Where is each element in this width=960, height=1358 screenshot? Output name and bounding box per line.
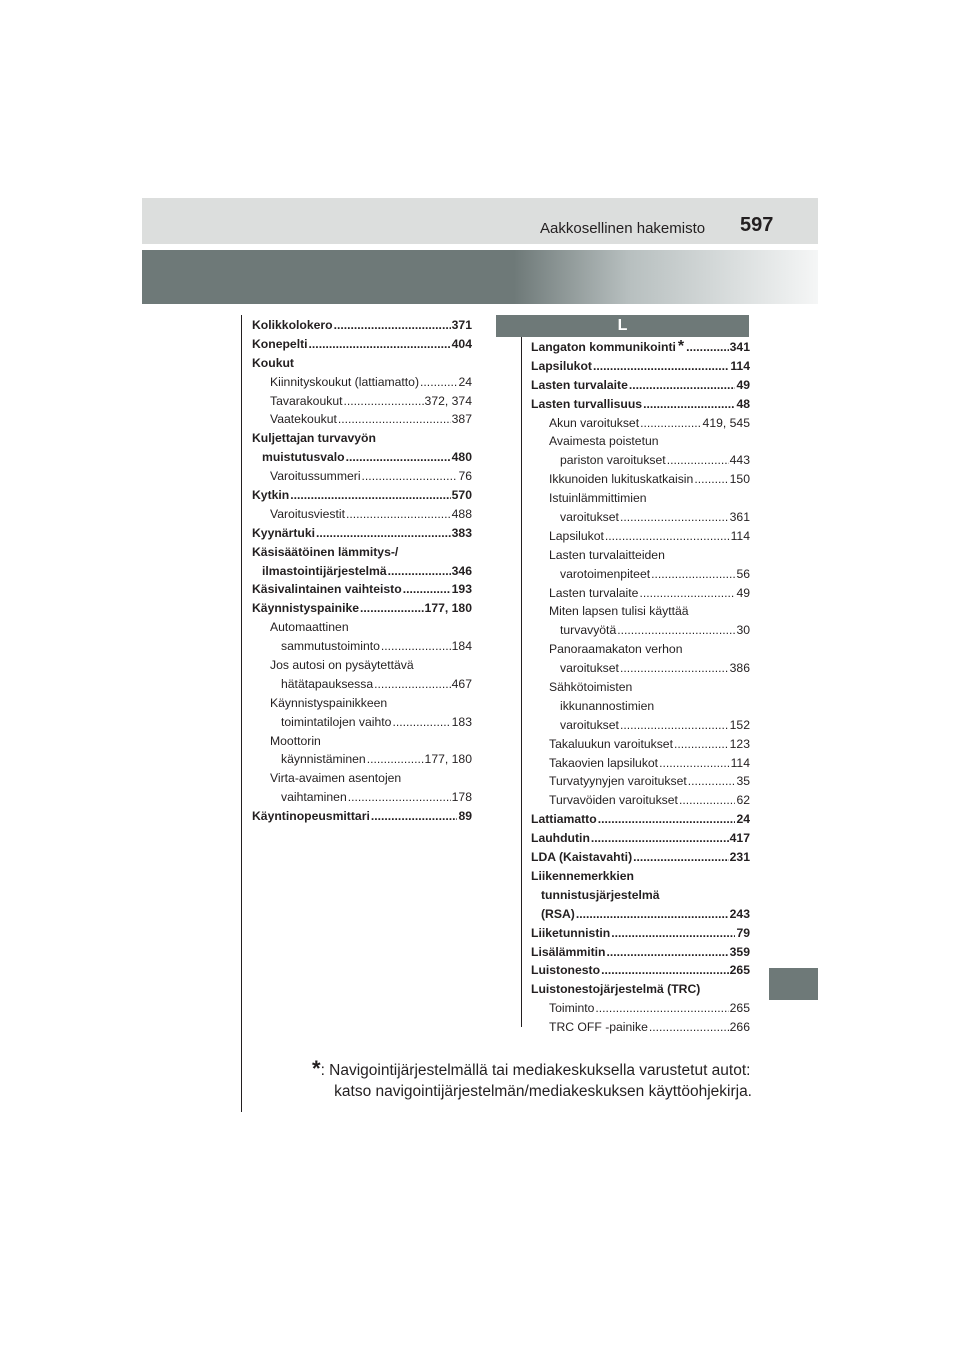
- index-entry-term: Luistonestojärjestelmä (TRC): [531, 982, 701, 997]
- index-entry-page: 467: [451, 676, 472, 691]
- index-entry: [531, 546, 750, 565]
- index-entry: [252, 732, 472, 751]
- index-entry: [531, 376, 750, 395]
- index-entry-page: 570: [451, 488, 472, 503]
- index-entry-page: 265: [729, 1001, 750, 1016]
- index-entry: [531, 357, 750, 376]
- index-entry-page: 404: [451, 336, 472, 351]
- dot-leader: [639, 584, 735, 603]
- footnote-star: *: [312, 1056, 321, 1081]
- dot-leader: [290, 486, 450, 505]
- header-bar: [142, 198, 818, 244]
- dot-leader: [346, 448, 451, 467]
- index-entry-term: TRC OFF -painike: [549, 1020, 648, 1035]
- dot-leader: [640, 414, 701, 433]
- index-entry-term: toimintatilojen vaihto: [281, 714, 392, 729]
- index-entry-term: Langaton kommunikointi: [531, 340, 676, 354]
- index-entry: [531, 716, 750, 735]
- index-entry: [252, 562, 472, 581]
- index-entry: [531, 735, 750, 754]
- index-entry-term: Luistonesto: [531, 963, 601, 978]
- index-entry: [531, 943, 750, 962]
- index-entry: [252, 675, 472, 694]
- section-letter-header: L: [496, 315, 749, 337]
- index-entry-page: 266: [729, 1020, 750, 1035]
- index-entry-page: 184: [451, 639, 472, 654]
- index-entry-page: 35: [736, 774, 750, 789]
- header-title: Aakkosellinen hakemisto: [540, 220, 706, 237]
- index-entry-term: varoitukset: [560, 661, 619, 676]
- index-entry: [531, 886, 750, 905]
- index-entry-term: Istuinlämmittimien: [549, 491, 647, 506]
- index-entry-term: Käsivalintainen vaihteisto: [252, 582, 402, 597]
- index-entry-term: hätätapauksessa: [281, 676, 374, 691]
- dot-leader: [362, 467, 458, 486]
- dot-leader: [420, 373, 457, 392]
- dot-leader: [659, 754, 729, 773]
- index-entry-term: Moottorin: [270, 733, 321, 748]
- index-entry-page: 361: [729, 510, 750, 525]
- index-entry: [531, 772, 750, 791]
- index-entry: [531, 905, 750, 924]
- index-entry-page: 150: [729, 472, 750, 487]
- index-entry: [531, 470, 750, 489]
- index-entry-page: 359: [729, 944, 750, 959]
- index-entry-term: Varoitusviestit: [270, 506, 345, 521]
- index-entry: [531, 867, 750, 886]
- index-entry-page: 417: [729, 831, 750, 846]
- dot-leader: [392, 713, 450, 732]
- dot-leader: [688, 772, 736, 791]
- index-entry-term: turvavyötä: [560, 623, 617, 638]
- dot-leader: [620, 659, 729, 678]
- index-entry: [252, 467, 472, 486]
- dot-leader: [309, 335, 451, 354]
- index-entry-page: 183: [451, 714, 472, 729]
- index-entry-page: 114: [730, 528, 750, 543]
- left-divider: [241, 315, 242, 1112]
- index-entry-page: 386: [729, 661, 750, 676]
- index-entry-page: 265: [729, 963, 750, 978]
- dot-leader: [334, 316, 451, 335]
- index-entry-term: Lapsilukot: [531, 358, 592, 373]
- index-entry: [531, 414, 750, 433]
- index-entry: [531, 678, 750, 697]
- index-entry: [531, 602, 750, 621]
- index-entry: [252, 335, 472, 354]
- index-entry-term: Sähkötoimisten: [549, 680, 633, 695]
- index-entry-term: Varoitussummeri: [270, 469, 361, 484]
- index-entry-term: Lasten turvalaite: [549, 585, 639, 600]
- index-entry-term: Takaovien lapsilukot: [549, 755, 659, 770]
- index-entry-page: 49: [736, 377, 750, 392]
- index-entry-term: Kolikkolokero: [252, 318, 333, 332]
- index-entry: [252, 486, 472, 505]
- dot-leader: [643, 395, 735, 414]
- index-entry: [252, 429, 472, 448]
- index-entry-term: Lasten turvalaite: [531, 377, 628, 392]
- index-entry: [252, 392, 472, 411]
- index-entry: [531, 961, 750, 980]
- index-entry: [252, 788, 472, 807]
- dot-leader: [576, 905, 729, 924]
- index-entry: [531, 621, 750, 640]
- thumb-index-tab: [769, 968, 818, 1000]
- index-entry-page: 419, 545: [702, 415, 750, 430]
- index-entry: [531, 659, 750, 678]
- index-entry-term: ikkunannostimien: [560, 698, 655, 713]
- gradient-band: [142, 250, 818, 304]
- index-entry-term: Ikkunoiden lukituskatkaisin: [549, 472, 694, 487]
- index-entry-page: 114: [730, 358, 750, 373]
- dot-leader: [371, 807, 458, 826]
- index-column-left: [252, 316, 472, 826]
- footnote-line-1: : Navigointijärjestelmällä tai mediakeskuksella varustetut autot:: [320, 1062, 751, 1079]
- index-entry: [531, 489, 750, 508]
- dot-leader: [388, 562, 451, 581]
- index-entry-page: 152: [729, 717, 750, 732]
- dot-leader: [403, 580, 451, 599]
- index-entry-page: 79: [736, 925, 750, 940]
- dot-leader: [620, 716, 729, 735]
- dot-leader: [591, 829, 729, 848]
- index-entry-page: 123: [729, 736, 750, 751]
- index-column-right: [531, 338, 750, 1037]
- index-entry-term: Koukut: [252, 355, 294, 370]
- index-entry: [531, 697, 750, 716]
- index-entry: [252, 410, 472, 429]
- dot-leader: [667, 451, 729, 470]
- index-entry-term: Toiminto: [549, 1001, 595, 1016]
- index-entry: [531, 565, 750, 584]
- dot-leader: [367, 750, 424, 769]
- index-entry-term: Lapsilukot: [549, 528, 604, 543]
- index-entry: [531, 829, 750, 848]
- index-entry-page: 177, 180: [424, 601, 472, 616]
- middle-divider: [521, 330, 522, 1027]
- index-entry-term: Tavarakoukut: [270, 393, 343, 408]
- index-entry-term: Turvavöiden varoitukset: [549, 793, 678, 808]
- index-entry-page: 48: [736, 396, 750, 411]
- dot-leader: [686, 338, 729, 357]
- index-entry-page: 24: [736, 812, 750, 827]
- index-entry: [252, 656, 472, 675]
- index-entry-term: Liikennemerkkien: [531, 868, 634, 883]
- index-entry: [531, 848, 750, 867]
- dot-leader: [649, 1018, 729, 1037]
- dot-leader: [316, 524, 451, 543]
- index-entry-term: Konepelti: [252, 336, 308, 351]
- index-entry-page: 178: [451, 790, 472, 805]
- index-entry-term: Kiinnityskoukut (lattiamatto): [270, 374, 420, 389]
- index-entry: [252, 316, 472, 335]
- index-entry-page: 76: [458, 469, 472, 484]
- index-entry: [252, 618, 472, 637]
- dot-leader: [348, 788, 451, 807]
- dot-leader: [344, 392, 424, 411]
- dot-leader: [595, 999, 728, 1018]
- index-entry-term: varoitukset: [560, 717, 619, 732]
- index-entry-term: tunnistusjärjestelmä: [541, 887, 660, 902]
- index-entry: [531, 999, 750, 1018]
- index-entry: [531, 640, 750, 659]
- index-entry: [252, 637, 472, 656]
- index-entry-term: Virta-avaimen asentojen: [270, 771, 402, 786]
- index-entry: [252, 694, 472, 713]
- index-entry: [531, 432, 750, 451]
- index-entry-page: 30: [736, 623, 750, 638]
- index-entry-term: Avaimesta poistetun: [549, 434, 659, 449]
- index-entry: [531, 924, 750, 943]
- index-entry-term: Kuljettajan turvavyön: [252, 431, 376, 446]
- index-entry-term: Käsisäätöinen lämmitys-/: [252, 544, 399, 559]
- index-entry: [252, 524, 472, 543]
- index-entry: [531, 527, 750, 546]
- index-entry: [252, 373, 472, 392]
- index-entry-term: Käynnistyspainikkeen: [270, 695, 388, 710]
- dot-leader: [360, 599, 424, 618]
- dot-leader: [381, 637, 451, 656]
- dot-leader: [593, 357, 729, 376]
- footnote-line-2: katso navigointijärjestelmän/mediakeskuksen käyttöohjekirja.: [334, 1083, 752, 1100]
- index-entry-page: 387: [451, 412, 472, 427]
- footnote: [312, 1056, 752, 1102]
- index-entry-term: Vaatekoukut: [270, 412, 337, 427]
- index-entry-term: Lattiamatto: [531, 812, 597, 827]
- index-entry: [252, 750, 472, 769]
- index-entry-term: Käyntinopeusmittari: [252, 809, 370, 824]
- index-entry-term: muistutusvalo: [262, 450, 345, 465]
- index-entry-page: 231: [729, 850, 750, 865]
- index-entry: [252, 543, 472, 562]
- dot-leader: [620, 508, 729, 527]
- index-entry-term: Kytkin: [252, 488, 290, 503]
- index-entry-page: 193: [451, 582, 472, 597]
- index-entry: [252, 354, 472, 373]
- dot-leader: [629, 376, 736, 395]
- index-entry: [531, 451, 750, 470]
- dot-leader: [607, 943, 729, 962]
- index-entry-page: 488: [451, 506, 472, 521]
- index-entry-term: (RSA): [541, 906, 575, 921]
- dot-leader: [374, 675, 451, 694]
- index-entry-term: pariston varoitukset: [560, 453, 666, 468]
- index-entry-page: 177, 180: [424, 752, 472, 767]
- dot-leader: [346, 505, 451, 524]
- index-entry-page: 372, 374: [424, 393, 472, 408]
- index-entry-term: Miten lapsen tulisi käyttää: [549, 604, 689, 619]
- index-entry-term: Lauhdutin: [531, 831, 590, 846]
- index-entry-page: 114: [730, 755, 750, 770]
- index-entry: [252, 713, 472, 732]
- page-number: 597: [740, 214, 774, 236]
- index-entry-term: LDA (Kaistavahti): [531, 850, 633, 865]
- dot-leader: [633, 848, 729, 867]
- index-entry: Langaton kommunikointi * ..... 341: [531, 338, 750, 357]
- index-entry-term: Turvatyynyjen varoitukset: [549, 774, 687, 789]
- index-entry-term: Akun varoitukset: [549, 415, 640, 430]
- index-entry: [531, 754, 750, 773]
- index-entry-term: Lisälämmitin: [531, 944, 606, 959]
- index-entry: [252, 599, 472, 618]
- index-entry: [252, 448, 472, 467]
- index-entry-term: käynnistäminen: [281, 752, 366, 767]
- index-entry: [531, 395, 750, 414]
- dot-leader: [338, 410, 451, 429]
- dot-leader: [598, 810, 736, 829]
- index-entry: [531, 810, 750, 829]
- dot-leader: [694, 470, 728, 489]
- index-entry-term: Lasten turvalaitteiden: [549, 547, 665, 562]
- index-entry-term: Kyynärtuki: [252, 525, 315, 540]
- index-entry-term: sammutustoiminto: [281, 639, 380, 654]
- dot-leader: [601, 961, 729, 980]
- index-entry: [531, 1018, 750, 1037]
- index-entry-term: Lasten turvallisuus: [531, 396, 643, 411]
- dot-leader: [651, 565, 735, 584]
- dot-leader: [674, 735, 729, 754]
- index-entry-term: Panoraamakaton verhon: [549, 642, 683, 657]
- index-entry-page: 383: [451, 525, 472, 540]
- index-entry-term: Käynnistyspainike: [252, 601, 360, 616]
- index-entry-term: Automaattinen: [270, 620, 349, 635]
- index-entry: [531, 584, 750, 603]
- index-entry: [252, 505, 472, 524]
- index-entry-page: 443: [729, 453, 750, 468]
- index-entry-page: 480: [451, 450, 472, 465]
- index-entry-page: 371: [451, 318, 472, 332]
- index-entry-term: Jos autosi on pysäytettävä: [270, 658, 414, 673]
- index-entry-term: vaihtaminen: [281, 790, 347, 805]
- index-entry-page: 89: [458, 809, 472, 824]
- dot-leader: [679, 791, 736, 810]
- index-entry-term: Liiketunnistin: [531, 925, 611, 940]
- index-entry: [252, 769, 472, 788]
- index-entry: [252, 807, 472, 826]
- index-entry-term: ilmastointijärjestelmä: [262, 563, 387, 578]
- index-entry-page: 346: [451, 563, 472, 578]
- index-entry: [252, 580, 472, 599]
- index-entry-term: Takaluukun varoitukset: [549, 736, 673, 751]
- dot-leader: [617, 621, 735, 640]
- index-entry-term: varoitukset: [560, 510, 619, 525]
- index-entry-term: varotoimenpiteet: [560, 566, 651, 581]
- index-entry: [531, 508, 750, 527]
- index-entry-page: 62: [736, 793, 750, 808]
- index-entry: [531, 791, 750, 810]
- index-entry-page: 56: [736, 566, 750, 581]
- index-entry-page: 24: [458, 374, 472, 389]
- dot-leader: [605, 527, 730, 546]
- index-entry: [531, 980, 750, 999]
- index-entry-page: 341: [729, 340, 750, 354]
- dot-leader: [611, 924, 735, 943]
- index-entry-page: 243: [729, 906, 750, 921]
- index-entry-page: 49: [736, 585, 750, 600]
